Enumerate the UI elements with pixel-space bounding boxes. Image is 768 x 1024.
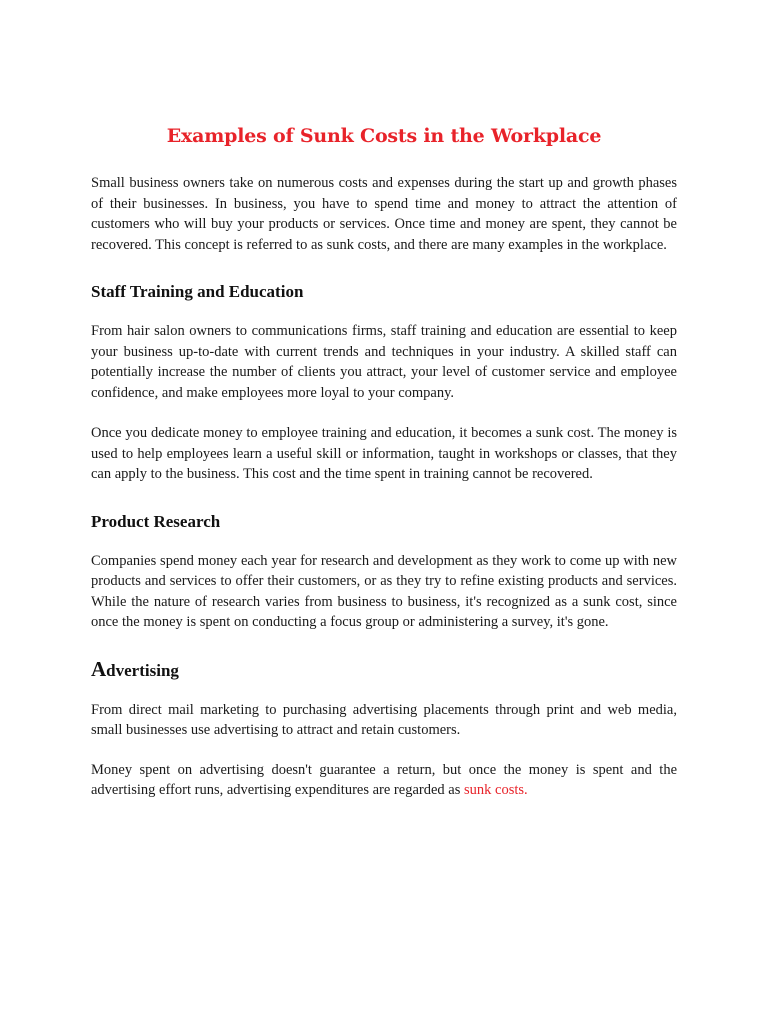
advertising-heading-rest: dvertising (106, 660, 179, 680)
advertising-paragraph-1: From direct mail marketing to purchasing advertising placements through print and web media, small businesses use advertising to attract and retain customers. (91, 701, 677, 738)
section-heading-advertising (91, 658, 677, 682)
document-body (91, 118, 677, 801)
staff-training-paragraph-1: From hair salon owners to communications firms, staff training and education are essential to keep your business up-to-date with current trends and techniques in your industry. A skilled staff can potentially increase the number of clients you attract, your level of customer service and employee confidence, and make employees more loyal to your company. (91, 323, 677, 401)
advertising-paragraph-2 (91, 760, 677, 801)
staff-training-paragraph-2: Once you dedicate money to employee training and education, it becomes a sunk cost. The money is used to help employees learn a useful skill or information, taught in workshops or classes, that they can apply to the business. This cost and the time spent in training cannot be recovered. (91, 425, 677, 482)
section-heading-staff-training: Staff Training and Education (91, 282, 304, 301)
advertising-paragraph-2-text: Money spent on advertising doesn't guarantee a return, but once the money is spent and the advertising effort runs, advertising expenditures are regarded as (91, 761, 677, 798)
product-research-paragraph: Companies spend money each year for research and development as they work to come up with new products and services to offer their customers, or as they try to refine existing products and services. While the nature of research varies from business to business, it's recognized as a sunk cost, since once the money is spent on conducting a focus group or administering a survey, it's gone. (91, 552, 677, 630)
section-heading-product-research: Product Research (91, 511, 221, 531)
sunk-costs-link[interactable]: sunk costs. (463, 782, 528, 798)
document-title: Examples of Sunk Costs in the Workplace (166, 125, 602, 147)
intro-paragraph: Small business owners take on numerous costs and expenses during the start up and growth phases of their businesses. In business, you have to spend time and money to attract the attention of customers who will buy your products or services. Once time and money are spent, they cannot be recovered. This concept is referred to as sunk costs, and there are many examples in the workplace. (91, 175, 677, 253)
advertising-heading-initial: A (91, 656, 107, 681)
